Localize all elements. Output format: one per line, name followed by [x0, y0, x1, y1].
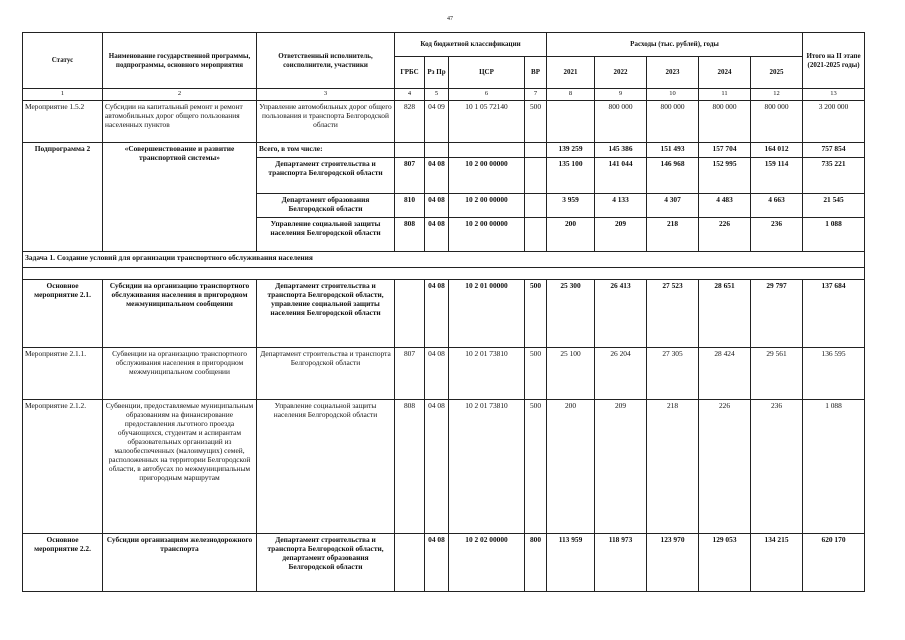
- row-value-2025: 4 663: [751, 194, 803, 218]
- row-rzpr: 04 08: [425, 534, 449, 592]
- column-number: 3: [257, 89, 395, 101]
- row-grbs: 808: [395, 400, 425, 534]
- row-csr: 10 1 05 72140: [449, 101, 525, 143]
- row-rzpr: 04 08: [425, 218, 449, 252]
- header-expenses-group: Расходы (тыс. рублей), годы: [547, 33, 803, 57]
- row-value-2023: 4 307: [647, 194, 699, 218]
- row-status: Мероприятие 2.1.1.: [23, 348, 103, 400]
- row-total: 21 545: [803, 194, 865, 218]
- row-value-2025: 159 114: [751, 158, 803, 194]
- row-value-2021: 25 300: [547, 280, 595, 348]
- row-status: Мероприятие 1.5.2: [23, 101, 103, 143]
- row-rzpr: 04 08: [425, 158, 449, 194]
- row-value-2021: 113 959: [547, 534, 595, 592]
- row-value-2024: 4 483: [699, 194, 751, 218]
- header-year-2024: 2024: [699, 57, 751, 89]
- row-vr: 500: [525, 348, 547, 400]
- header-csr: ЦСР: [449, 57, 525, 89]
- row-total: 136 595: [803, 348, 865, 400]
- row-value-2023: 123 970: [647, 534, 699, 592]
- row-value-2025: 29 561: [751, 348, 803, 400]
- row-value-2021: 200: [547, 400, 595, 534]
- row-value-2021: 25 100: [547, 348, 595, 400]
- row-csr: 10 2 00 00000: [449, 158, 525, 194]
- row-responsible: Департамент строительства и транспорта Белгородской области, управление социальной защиты населения Белгородской области: [257, 280, 395, 348]
- row-grbs: [395, 534, 425, 592]
- row-name: Субсидии на организацию транспортного обслуживания населения в пригородном межмуниципальном сообщении: [103, 280, 257, 348]
- row-vr: [525, 158, 547, 194]
- row-value-2023: 146 968: [647, 158, 699, 194]
- row-vr: [525, 194, 547, 218]
- row-value-2022: 26 204: [595, 348, 647, 400]
- row-value-2025: 236: [751, 400, 803, 534]
- row-responsible: Управление социальной защиты населения Белгородской области: [257, 400, 395, 534]
- table-row-m152: [23, 101, 865, 143]
- row-value-2021: 139 259: [547, 143, 595, 158]
- row-grbs: 808: [395, 218, 425, 252]
- column-number: 12: [751, 89, 803, 101]
- header-rzpr: Рз Пр: [425, 57, 449, 89]
- row-value-2021: [547, 101, 595, 143]
- row-value-2022: 118 973: [595, 534, 647, 592]
- header-code-group: Код бюджетной классификации: [395, 33, 547, 57]
- column-number: 11: [699, 89, 751, 101]
- header-year-2025: 2025: [751, 57, 803, 89]
- row-total: 620 170: [803, 534, 865, 592]
- row-value-2023: 800 000: [647, 101, 699, 143]
- row-vr: 500: [525, 101, 547, 143]
- row-vr: [525, 143, 547, 158]
- row-value-2023: 27 305: [647, 348, 699, 400]
- row-value-2023: 218: [647, 218, 699, 252]
- column-number: 4: [395, 89, 425, 101]
- table-row-m211: [23, 348, 865, 400]
- row-csr: 10 2 02 00000: [449, 534, 525, 592]
- row-responsible: Департамент строительства и транспорта Белгородской области: [257, 158, 395, 194]
- row-vr: [525, 218, 547, 252]
- row-value-2021: 200: [547, 218, 595, 252]
- row-vr: 500: [525, 400, 547, 534]
- header-year-2021: 2021: [547, 57, 595, 89]
- row-responsible: Управление социальной защиты населения Белгородской области: [257, 218, 395, 252]
- row-status: Мероприятие 2.1.2.: [23, 400, 103, 534]
- row-rzpr: 04 08: [425, 400, 449, 534]
- row-value-2024: 28 651: [699, 280, 751, 348]
- header-total: Итого на II этапе (2021-2025 годы): [803, 33, 865, 89]
- page-number: 47: [447, 16, 453, 22]
- row-value-2022: 209: [595, 218, 647, 252]
- row-status: Основное мероприятие 2.1.: [23, 280, 103, 348]
- row-value-2024: 226: [699, 400, 751, 534]
- row-value-2025: 134 215: [751, 534, 803, 592]
- row-rzpr: 04 08: [425, 348, 449, 400]
- row-name: Субсидии организациям железнодорожного транспорта: [103, 534, 257, 592]
- row-value-2023: 27 523: [647, 280, 699, 348]
- row-status: Подпрограмма 2: [23, 143, 103, 252]
- row-csr: 10 2 00 00000: [449, 218, 525, 252]
- row-status: Основное мероприятие 2.2.: [23, 534, 103, 592]
- column-number: 2: [103, 89, 257, 101]
- column-number: 8: [547, 89, 595, 101]
- task-heading: Задача 1. Создание условий для организации транспортного обслуживания населения: [23, 252, 865, 268]
- row-value-2023: 218: [647, 400, 699, 534]
- row-value-2022: 800 000: [595, 101, 647, 143]
- row-value-2024: 129 053: [699, 534, 751, 592]
- column-number: 6: [449, 89, 525, 101]
- row-responsible: Управление автомобильных дорог общего пользования и транспорта Белгородской области: [257, 101, 395, 143]
- row-total: 137 684: [803, 280, 865, 348]
- column-number-row: [23, 89, 865, 101]
- row-value-2024: 800 000: [699, 101, 751, 143]
- row-rzpr: 04 09: [425, 101, 449, 143]
- table-row-m212: [23, 400, 865, 534]
- header-row-1: [23, 33, 865, 57]
- row-value-2021: 135 100: [547, 158, 595, 194]
- table-row-om22: [23, 534, 865, 592]
- table-row-om21: [23, 280, 865, 348]
- row-name: Субвенции на организацию транспортного обслуживания населения в пригородном межмуниципальном сообщении: [103, 348, 257, 400]
- row-value-2025: 164 012: [751, 143, 803, 158]
- row-grbs: [395, 143, 425, 158]
- row-csr: 10 2 01 73810: [449, 400, 525, 534]
- column-number: 5: [425, 89, 449, 101]
- row-total: 1 088: [803, 218, 865, 252]
- row-value-2021: 3 959: [547, 194, 595, 218]
- row-value-2025: 29 797: [751, 280, 803, 348]
- table-row-sub2-total: [23, 143, 865, 158]
- spacer-cell: [23, 268, 865, 280]
- column-number: 7: [525, 89, 547, 101]
- row-value-2025: 800 000: [751, 101, 803, 143]
- row-value-2022: 26 413: [595, 280, 647, 348]
- row-value-2025: 236: [751, 218, 803, 252]
- row-value-2022: 209: [595, 400, 647, 534]
- row-vr: 500: [525, 280, 547, 348]
- column-number: 10: [647, 89, 699, 101]
- header-grbs: ГРБС: [395, 57, 425, 89]
- row-name: Субвенции, предоставляемые муниципальным образованиям на финансирование предоставления льготного проезда обучающихся, студентам и аспирантам образовательных организаций из малообеспеченных (малоимущих) семей, расположенных на территории Белгородской области, в автобусах по межмуниципальным пригородным маршрутам: [103, 400, 257, 534]
- row-responsible: Департамент образования Белгородской области: [257, 194, 395, 218]
- budget-table: [22, 32, 865, 592]
- row-grbs: 828: [395, 101, 425, 143]
- row-total: 3 200 000: [803, 101, 865, 143]
- row-value-2024: 28 424: [699, 348, 751, 400]
- row-value-2024: 152 995: [699, 158, 751, 194]
- row-responsible: Департамент строительства и транспорта Белгородской области: [257, 348, 395, 400]
- header-status: Статус: [23, 33, 103, 89]
- row-responsible: Всего, в том числе:: [257, 143, 395, 158]
- header-year-2022: 2022: [595, 57, 647, 89]
- row-total: 735 221: [803, 158, 865, 194]
- row-value-2024: 157 704: [699, 143, 751, 158]
- row-grbs: [395, 280, 425, 348]
- row-csr: [449, 143, 525, 158]
- row-grbs: 810: [395, 194, 425, 218]
- row-vr: 800: [525, 534, 547, 592]
- header-responsible: Ответственный исполнитель, соисполнители, участники: [257, 33, 395, 89]
- header-year-2023: 2023: [647, 57, 699, 89]
- row-value-2023: 151 493: [647, 143, 699, 158]
- row-name: Субсидии на капитальный ремонт и ремонт автомобильных дорог общего пользования населенных пунктов: [103, 101, 257, 143]
- row-csr: 10 2 01 00000: [449, 280, 525, 348]
- row-name: «Совершенствование и развитие транспортной системы»: [103, 143, 257, 252]
- row-rzpr: 04 08: [425, 280, 449, 348]
- row-grbs: 807: [395, 348, 425, 400]
- header-name: Наименование государственной программы, подпрограммы, основного мероприятия: [103, 33, 257, 89]
- column-number: 1: [23, 89, 103, 101]
- row-responsible: Департамент строительства и транспорта Белгородской области, департамент образования Белгородской области: [257, 534, 395, 592]
- column-number: 13: [803, 89, 865, 101]
- row-csr: 10 2 00 00000: [449, 194, 525, 218]
- row-value-2022: 4 133: [595, 194, 647, 218]
- row-value-2024: 226: [699, 218, 751, 252]
- header-vr: ВР: [525, 57, 547, 89]
- row-csr: 10 2 01 73810: [449, 348, 525, 400]
- row-total: 757 854: [803, 143, 865, 158]
- table-row-spacer: [23, 268, 865, 280]
- row-total: 1 088: [803, 400, 865, 534]
- table-row-task1: [23, 252, 865, 268]
- row-rzpr: 04 08: [425, 194, 449, 218]
- row-rzpr: [425, 143, 449, 158]
- column-number: 9: [595, 89, 647, 101]
- row-grbs: 807: [395, 158, 425, 194]
- row-value-2022: 145 386: [595, 143, 647, 158]
- row-value-2022: 141 044: [595, 158, 647, 194]
